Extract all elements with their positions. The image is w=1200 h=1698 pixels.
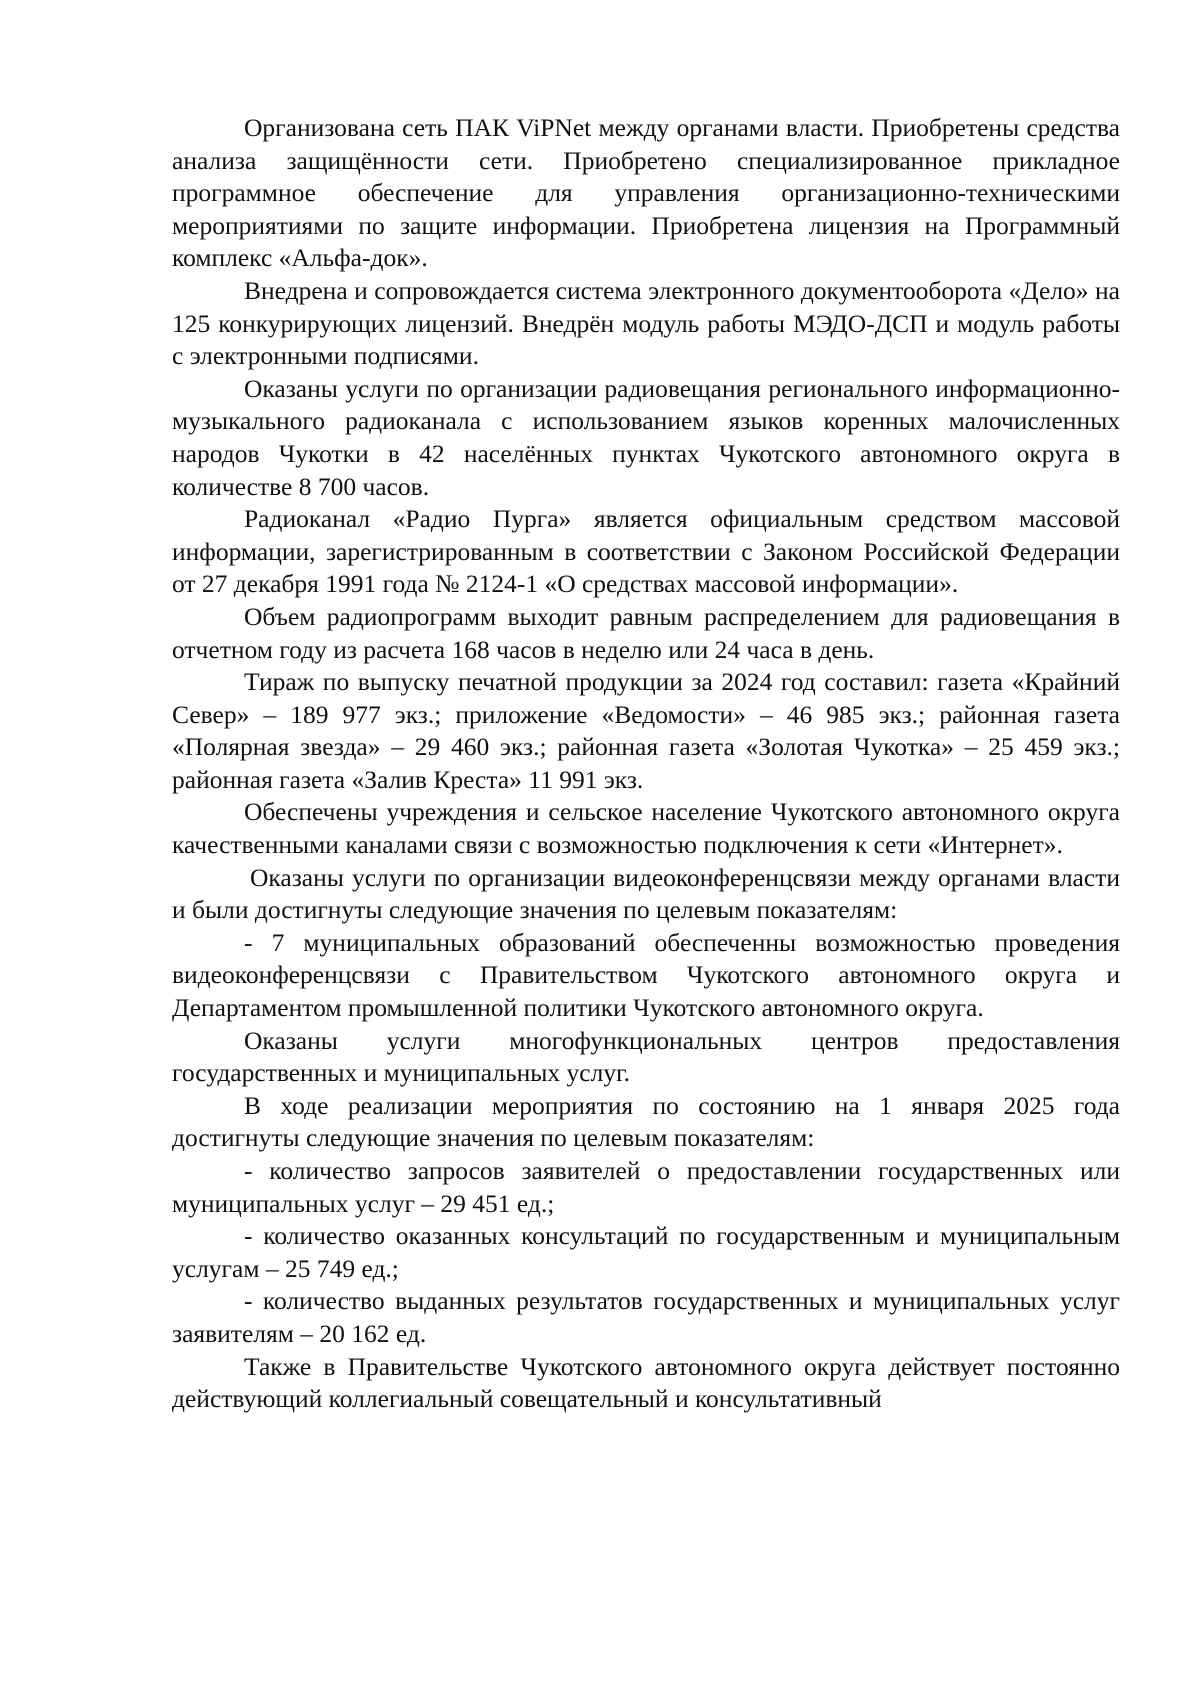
- list-item-consultations: - количество оказанных консультаций по государственным и муниципальным услугам – 25 749 ед.;: [172, 1221, 1120, 1283]
- paragraph-print-circulation: Тираж по выпуску печатной продукции за 2024 год составил: газета «Крайний Север» – 189 977 экз.; приложение «Ведомости» – 46 985 экз.; районная газета «Полярная звезда» – 29 460 экз.; районная газета «Золотая Чукотка» – 25 459 экз.; районная газета «Залив Креста» 11 991 экз.: [172, 667, 1120, 794]
- document-page: [172, 112, 1120, 1416]
- paragraph-radio-volume: Объем радиопрограмм выходит равным распределением для радиовещания в отчетном году из расчета 168 часов в неделю или 24 часа в день.: [172, 601, 1120, 664]
- paragraph-delo-edms: Внедрена и сопровождается система электронного документооборота «Дело» на 125 конкурирующих лицензий. Внедрён модуль работы МЭДО-ДСП и модуль работы с электронными подписями.: [172, 275, 1120, 371]
- paragraph-vipnet: Организована сеть ПАК ViPNet между органами власти. Приобретены средства анализа защищённости сети. Приобретено специализированное прикладное программное обеспечение для управления организационно-техническими мероприятиями по защите информации. Приобретена лицензия на Программный комплекс «Альфа-док».: [172, 113, 1120, 273]
- paragraph-collegial-body: Также в Правительстве Чукотского автономного округа действует постоянно действующий коллегиальный совещательный и консультативный: [172, 1351, 1120, 1414]
- paragraph-indicators-intro: В ходе реализации мероприятия по состоянию на 1 января 2025 года достигнуты следующие значения по целевым показателям:: [172, 1090, 1120, 1153]
- paragraph-radio-purga: Радиоканал «Радио Пурга» является официальным средством массовой информации, зарегистрированным в соответствии с Законом Российской Федерации от 27 декабря 1991 года № 2124-1 «О средствах массовой информации».: [172, 504, 1120, 599]
- list-item-municipalities: - 7 муниципальных образований обеспеченны возможностью проведения видеоконференцсвязи с Правительством Чукотского автономного округа и Департаментом промышленной политики Чукотского автономного округа.: [172, 927, 1120, 1023]
- list-item-results: - количество выданных результатов государственных и муниципальных услуг заявителям – 20 162 ед.: [172, 1286, 1120, 1348]
- paragraph-videoconference: Оказаны услуги по организации видеоконференцсвязи между органами власти и были достигнуты следующие значения по целевым показателям:: [172, 862, 1120, 925]
- paragraph-internet-access: Обеспечены учреждения и сельское население Чукотского автономного округа качественными каналами связи с возможностью подключения к сети «Интернет».: [172, 797, 1120, 860]
- list-item-requests: - количество запросов заявителей о предоставлении государственных или муниципальных услуг – 29 451 ед.;: [172, 1156, 1120, 1218]
- paragraph-mfc-services: Оказаны услуги многофункциональных центров предоставления государственных и муниципальных услуг.: [172, 1025, 1120, 1088]
- paragraph-radio-broadcasting: Оказаны услуги по организации радиовещания регионального информационно-музыкального радиоканала с использованием языков коренных малочисленных народов Чукотки в 42 населённых пунктах Чукотского автономного округа в количестве 8 700 часов.: [172, 373, 1120, 501]
